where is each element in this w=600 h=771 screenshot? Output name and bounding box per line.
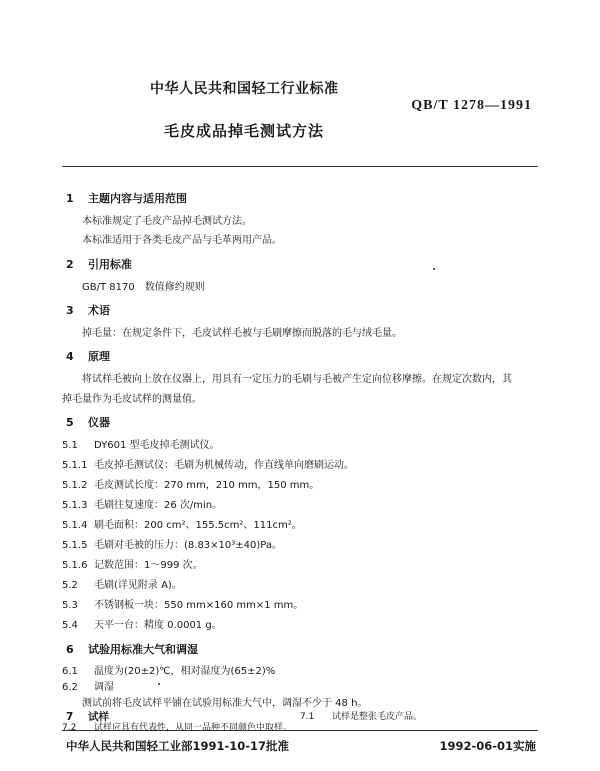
section-3-heading — [66, 302, 110, 318]
item-5-1-3 — [62, 496, 222, 511]
section-number: 5 — [66, 416, 74, 429]
section-3-paragraph-1: 掉毛量：在规定条件下，毛皮试样毛被与毛刷摩擦而脱落的毛与绒毛量。 — [82, 328, 402, 339]
standard-code: QB/T 1278—1991 — [411, 98, 532, 113]
section-2-paragraph-1: GB/T 8170 数值修约规则 — [82, 282, 205, 293]
item-text: 温度为(20±2)℃，相对湿度为(65±2)% — [94, 666, 276, 677]
item-5-1-1 — [62, 456, 354, 471]
item-text: 毛刷往复速度：26 次/min。 — [94, 500, 223, 511]
item-text: 天平一台：精度 0.0001 g。 — [94, 620, 222, 631]
item-text: 不锈钢板一块：550 mm×160 mm×1 mm。 — [94, 600, 304, 611]
section-6-paragraph-1: 测试前将毛皮试样平铺在试验用标准大气中，调湿不少于 48 h。 — [82, 698, 368, 709]
header-divider — [62, 166, 538, 167]
item-5-4 — [62, 616, 222, 631]
implementation-date: 1992-06-01实施 — [439, 739, 536, 753]
section-title: 主题内容与适用范围 — [88, 192, 187, 205]
document-title: 毛皮成品掉毛测试方法 — [164, 122, 325, 140]
item-number: 5.2 — [62, 580, 78, 591]
item-5-1-4 — [62, 516, 302, 531]
section-title: 试验用标准大气和调湿 — [88, 643, 198, 656]
section-1-heading — [66, 190, 187, 206]
item-5-2 — [62, 576, 182, 591]
item-text: 试样应具有代表性，从同一品种不同颜色中取样。 — [94, 723, 293, 733]
section-title: 试样 — [88, 711, 109, 723]
section-1-paragraph-2: 本标准适用于各类毛皮产品与毛革两用产品。 — [82, 235, 282, 246]
item-number: 5.1.1 — [62, 460, 88, 471]
item-number: 7.1 — [300, 712, 315, 722]
item-text: 调湿 — [94, 682, 114, 693]
item-5-3 — [62, 596, 303, 611]
section-4-heading — [66, 348, 110, 364]
section-4-paragraph-1: 将试样毛被向上放在仪器上，用具有一定压力的毛刷与毛被产生定向位移摩擦。在规定次数内，其 — [82, 374, 512, 385]
item-number: 5.3 — [62, 600, 78, 611]
approval-line: 中华人民共和国轻工业部1991-10-17批准 — [66, 739, 290, 753]
section-number: 6 — [66, 643, 74, 656]
item-text: 毛刷对毛被的压力：(8.83×10³±40)Pa。 — [94, 540, 282, 551]
section-1-paragraph-1: 本标准规定了毛皮产品掉毛测试方法。 — [82, 216, 252, 227]
item-7-2 — [62, 720, 292, 733]
section-number: 3 — [66, 304, 74, 317]
item-text: 毛皮测试长度：270 mm，210 mm，150 mm。 — [94, 480, 320, 491]
item-number: 5.1.6 — [62, 560, 88, 571]
item-number: 7.2 — [62, 723, 77, 733]
section-number: 7 — [66, 711, 74, 723]
section-title: 仪器 — [88, 416, 110, 429]
item-5-1-5 — [62, 536, 282, 551]
item-text: 记数范围：1～999 次。 — [94, 560, 203, 571]
item-text: 试样是整张毛皮产品。 — [332, 712, 423, 722]
section-2-heading — [66, 256, 132, 272]
item-number: 5.4 — [62, 620, 78, 631]
item-number: 5.1.2 — [62, 480, 88, 491]
section-title: 引用标准 — [88, 258, 132, 271]
scan-speck — [433, 268, 435, 270]
item-text: 毛刷(详见附录 A)。 — [94, 580, 182, 591]
item-number: 5.1.5 — [62, 540, 88, 551]
issuing-organization: 中华人民共和国轻工行业标准 — [150, 81, 339, 97]
item-number: 5.1.4 — [62, 520, 88, 531]
section-title: 原理 — [88, 350, 110, 363]
item-5-1-6 — [62, 556, 203, 571]
item-5-1 — [62, 436, 220, 451]
item-number: 5.1.3 — [62, 500, 88, 511]
item-7-1-inline — [300, 709, 422, 722]
section-number: 2 — [66, 258, 74, 271]
item-text: DY601 型毛皮掉毛测试仪。 — [94, 440, 220, 451]
item-6-2 — [62, 678, 114, 693]
section-4-paragraph-2: 掉毛量作为毛皮试样的测量值。 — [62, 394, 202, 405]
section-number: 1 — [66, 192, 74, 205]
section-6-heading — [66, 641, 198, 657]
item-text: 毛皮掉毛测试仪：毛刷为机械传动，作直线单向磨刷运动。 — [94, 460, 354, 471]
section-title: 术语 — [88, 304, 110, 317]
item-6-1 — [62, 662, 275, 677]
item-text: 刷毛面积：200 cm²、155.5cm²、111cm²。 — [94, 520, 302, 531]
item-number: 6.2 — [62, 682, 78, 693]
section-5-heading — [66, 414, 110, 430]
item-5-1-2 — [62, 476, 319, 491]
scan-speck — [158, 683, 160, 685]
item-number: 6.1 — [62, 666, 78, 677]
section-number: 4 — [66, 350, 74, 363]
item-number: 5.1 — [62, 440, 78, 451]
footer-divider — [62, 730, 538, 731]
